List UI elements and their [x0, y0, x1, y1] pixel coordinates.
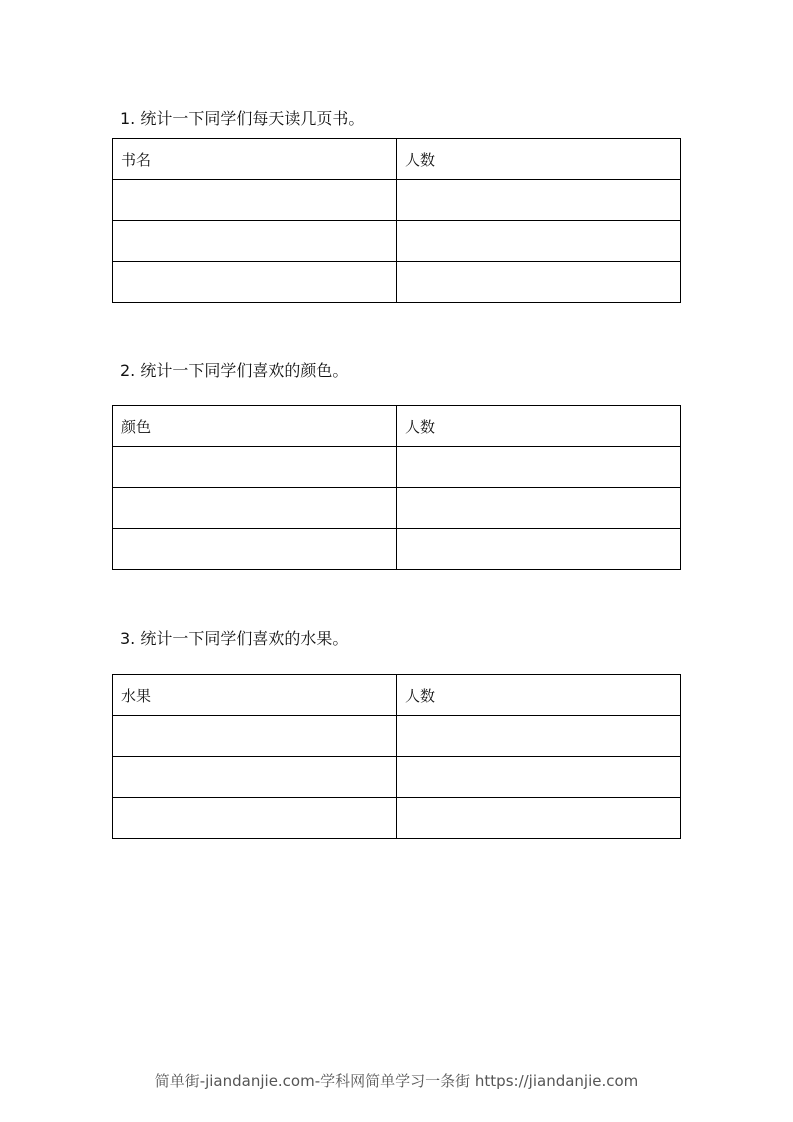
header-cell: 书名 [113, 139, 397, 180]
header-cell: 人数 [397, 139, 681, 180]
empty-cell[interactable] [113, 180, 397, 221]
empty-cell[interactable] [397, 180, 681, 221]
empty-cell[interactable] [113, 716, 397, 757]
empty-cell[interactable] [113, 529, 397, 570]
empty-cell[interactable] [397, 716, 681, 757]
empty-cell[interactable] [397, 757, 681, 798]
question-2-title: 2. 统计一下同学们喜欢的颜色。 [120, 361, 349, 380]
question-1-title: 1. 统计一下同学们每天读几页书。 [120, 109, 365, 128]
empty-cell[interactable] [397, 798, 681, 839]
empty-cell[interactable] [113, 262, 397, 303]
table-row [113, 447, 681, 488]
table-header-row [113, 406, 681, 447]
table-3 [112, 674, 681, 839]
table-row [113, 262, 681, 303]
empty-cell[interactable] [397, 262, 681, 303]
table-row [113, 529, 681, 570]
table-row [113, 798, 681, 839]
empty-cell[interactable] [397, 447, 681, 488]
table-2 [112, 405, 681, 570]
question-3-title: 3. 统计一下同学们喜欢的水果。 [120, 629, 349, 648]
empty-cell[interactable] [113, 488, 397, 529]
table-header-row [113, 139, 681, 180]
table-1 [112, 138, 681, 303]
table-row [113, 716, 681, 757]
footer-watermark: 简单街-jiandanjie.com-学科网简单学习一条街 https://jiandanjie.com [154, 1072, 639, 1090]
table-row [113, 180, 681, 221]
empty-cell[interactable] [113, 757, 397, 798]
table-header-row [113, 675, 681, 716]
empty-cell[interactable] [113, 447, 397, 488]
empty-cell[interactable] [113, 221, 397, 262]
empty-cell[interactable] [397, 529, 681, 570]
empty-cell[interactable] [397, 488, 681, 529]
header-cell: 人数 [397, 675, 681, 716]
header-cell: 水果 [113, 675, 397, 716]
table-row [113, 488, 681, 529]
table-row [113, 221, 681, 262]
empty-cell[interactable] [397, 221, 681, 262]
header-cell: 颜色 [113, 406, 397, 447]
empty-cell[interactable] [113, 798, 397, 839]
header-cell: 人数 [397, 406, 681, 447]
table-row [113, 757, 681, 798]
